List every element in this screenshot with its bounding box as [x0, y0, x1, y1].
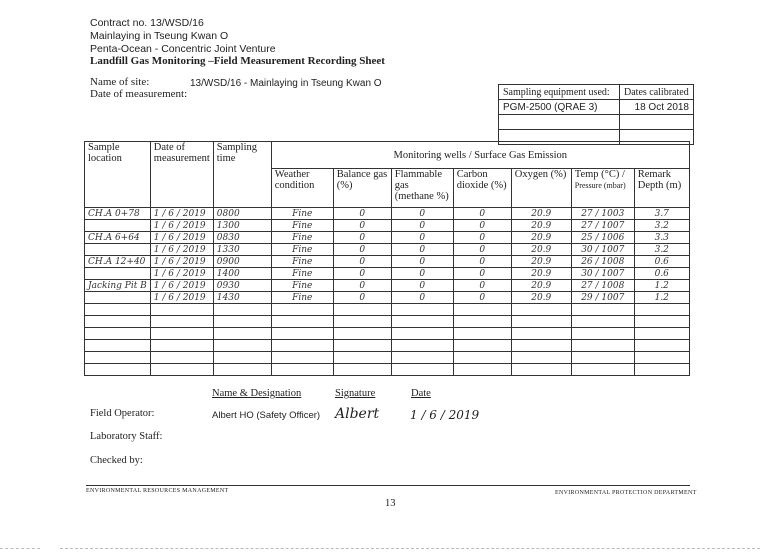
cell-temp: 29 / 1007 — [571, 292, 634, 304]
header-time: Sampling time — [213, 142, 271, 208]
field-operator-name: Albert HO (Safety Officer) — [212, 410, 321, 421]
cell-temp — [571, 316, 634, 328]
cell-remark — [634, 340, 689, 352]
header-temp-pressure — [571, 169, 634, 208]
cell-date — [150, 340, 213, 352]
cell-o2 — [511, 340, 571, 352]
cell-flam: 0 — [391, 208, 453, 220]
scan-edge-mark — [60, 548, 760, 549]
cell-flam — [391, 352, 453, 364]
header-oxygen: Oxygen (%) — [511, 169, 571, 208]
header-carbon-dioxide: Carbon dioxide (%) — [453, 169, 511, 208]
cell-flam: 0 — [391, 268, 453, 280]
cell-o2 — [511, 352, 571, 364]
cell-co2 — [453, 316, 511, 328]
header-sample-location: Sample location — [85, 142, 151, 208]
cell-flam: 0 — [391, 232, 453, 244]
signoff-date-header: Date — [411, 388, 431, 399]
cell-time: 0830 — [213, 232, 271, 244]
signoff-signature-header: Signature — [335, 388, 376, 399]
page-number: 13 — [385, 498, 396, 509]
cell-co2 — [453, 352, 511, 364]
cell-date: 1 / 6 / 2019 — [150, 220, 213, 232]
table-row — [85, 244, 690, 256]
date-of-measurement-label: Date of measurement: — [90, 88, 188, 100]
header-date: Date of measurement — [150, 142, 213, 208]
cell-weather: Fine — [271, 268, 333, 280]
cell-remark — [634, 352, 689, 364]
cell-temp — [571, 340, 634, 352]
cell-balance — [333, 304, 391, 316]
signoff-name-header: Name & Designation — [212, 388, 302, 399]
cell-weather: Fine — [271, 256, 333, 268]
cell-date — [150, 352, 213, 364]
cell-balance: 0 — [333, 280, 391, 292]
cell-balance: 0 — [333, 208, 391, 220]
table-row — [85, 316, 690, 328]
table-row — [85, 328, 690, 340]
cell-date: 1 / 6 / 2019 — [150, 208, 213, 220]
table-row — [85, 304, 690, 316]
cell-remark: 0.6 — [634, 256, 689, 268]
table-row — [85, 220, 690, 232]
cell-date — [150, 328, 213, 340]
cell-co2: 0 — [453, 292, 511, 304]
cell-weather — [271, 364, 333, 376]
calibrated-header: Dates calibrated — [620, 85, 694, 100]
footer-rule — [86, 485, 690, 486]
cell-co2: 0 — [453, 244, 511, 256]
cell-o2 — [511, 328, 571, 340]
cell-date: 1 / 6 / 2019 — [150, 268, 213, 280]
cell-o2: 20.9 — [511, 220, 571, 232]
cell-temp — [571, 304, 634, 316]
cell-time — [213, 340, 271, 352]
cell-temp: 26 / 1008 — [571, 256, 634, 268]
cell-time: 1400 — [213, 268, 271, 280]
cell-balance — [333, 340, 391, 352]
field-operator-signature: Albert — [335, 406, 380, 422]
cell-flam: 0 — [391, 280, 453, 292]
cell-temp: 27 / 1003 — [571, 208, 634, 220]
cell-date — [150, 316, 213, 328]
field-operator-label: Field Operator: — [90, 408, 155, 419]
cell-loc — [85, 316, 151, 328]
table-row — [85, 292, 690, 304]
equipment-table — [498, 84, 694, 145]
cell-temp: 25 / 1006 — [571, 232, 634, 244]
cell-o2 — [511, 316, 571, 328]
cell-loc: CH.A 6+64 — [85, 232, 151, 244]
cell-loc — [85, 304, 151, 316]
footer-left: ENVIRONMENTAL RESOURCES MANAGEMENT — [86, 488, 229, 494]
table-row — [85, 268, 690, 280]
cell-weather: Fine — [271, 292, 333, 304]
cell-flam — [391, 304, 453, 316]
cell-time — [213, 364, 271, 376]
cell-balance: 0 — [333, 220, 391, 232]
cell-o2: 20.9 — [511, 244, 571, 256]
cell-flam — [391, 364, 453, 376]
calibrated-value: 18 Oct 2018 — [620, 100, 694, 115]
cell-weather — [271, 304, 333, 316]
cell-o2: 20.9 — [511, 268, 571, 280]
cell-time: 1300 — [213, 220, 271, 232]
cell-o2 — [511, 304, 571, 316]
cell-balance: 0 — [333, 256, 391, 268]
cell-temp — [571, 352, 634, 364]
cell-balance: 0 — [333, 232, 391, 244]
cell-flam — [391, 316, 453, 328]
cell-weather — [271, 340, 333, 352]
cell-time: 1330 — [213, 244, 271, 256]
contract-number: Contract no. 13/WSD/16 — [90, 17, 204, 29]
cell-date: 1 / 6 / 2019 — [150, 280, 213, 292]
cell-loc — [85, 244, 151, 256]
footer-right: ENVIRONMENTAL PROTECTION DEPARTMENT — [555, 490, 697, 496]
cell-temp: 27 / 1007 — [571, 220, 634, 232]
cell-loc — [85, 340, 151, 352]
cell-weather — [271, 316, 333, 328]
page-title: Landfill Gas Monitoring –Field Measurement Recording Sheet — [90, 55, 385, 67]
header-remark: Remark Depth (m) — [634, 169, 689, 208]
cell-co2: 0 — [453, 268, 511, 280]
equipment-value: PGM-2500 (QRAE 3) — [499, 100, 620, 115]
cell-date: 1 / 6 / 2019 — [150, 244, 213, 256]
cell-flam: 0 — [391, 292, 453, 304]
calibrated-empty-cell — [620, 115, 694, 130]
cell-time: 0800 — [213, 208, 271, 220]
cell-date — [150, 364, 213, 376]
cell-time — [213, 352, 271, 364]
cell-o2 — [511, 364, 571, 376]
cell-remark: 3.3 — [634, 232, 689, 244]
cell-date: 1 / 6 / 2019 — [150, 232, 213, 244]
cell-remark — [634, 328, 689, 340]
header-pressure: Pressure (mbar) — [574, 181, 626, 190]
cell-temp — [571, 328, 634, 340]
cell-loc: CH.A 12+40 — [85, 256, 151, 268]
table-row — [85, 340, 690, 352]
cell-remark — [634, 304, 689, 316]
cell-remark: 3.7 — [634, 208, 689, 220]
cell-time — [213, 304, 271, 316]
header-temp: Temp (°C) / — [574, 169, 625, 180]
table-row — [85, 364, 690, 376]
equipment-empty-cell — [499, 115, 620, 130]
cell-date: 1 / 6 / 2019 — [150, 256, 213, 268]
cell-remark: 3.2 — [634, 244, 689, 256]
cell-temp: 27 / 1008 — [571, 280, 634, 292]
laboratory-staff-label: Laboratory Staff: — [90, 431, 163, 442]
cell-balance — [333, 352, 391, 364]
cell-temp: 30 / 1007 — [571, 244, 634, 256]
site-name-label: Name of site: — [90, 76, 150, 88]
cell-co2: 0 — [453, 256, 511, 268]
measurement-table — [84, 141, 690, 376]
header-weather: Weather condition — [271, 169, 333, 208]
cell-balance — [333, 328, 391, 340]
cell-co2 — [453, 364, 511, 376]
cell-co2: 0 — [453, 232, 511, 244]
cell-loc — [85, 268, 151, 280]
cell-o2: 20.9 — [511, 232, 571, 244]
cell-time: 0900 — [213, 256, 271, 268]
table-row — [85, 352, 690, 364]
cell-weather: Fine — [271, 280, 333, 292]
cell-o2: 20.9 — [511, 256, 571, 268]
cell-loc — [85, 292, 151, 304]
header-flammable-gas: Flammable gas (methane %) — [391, 169, 453, 208]
cell-remark — [634, 364, 689, 376]
cell-balance: 0 — [333, 292, 391, 304]
header-monitoring-group: Monitoring wells / Surface Gas Emission — [271, 142, 689, 169]
project-name: Mainlaying in Tseung Kwan O — [90, 30, 229, 42]
cell-flam — [391, 328, 453, 340]
cell-remark: 1.2 — [634, 280, 689, 292]
cell-weather: Fine — [271, 220, 333, 232]
cell-remark: 1.2 — [634, 292, 689, 304]
cell-remark: 0.6 — [634, 268, 689, 280]
cell-flam: 0 — [391, 220, 453, 232]
cell-loc — [85, 352, 151, 364]
cell-remark: 3.2 — [634, 220, 689, 232]
cell-balance — [333, 364, 391, 376]
cell-o2: 20.9 — [511, 208, 571, 220]
cell-flam: 0 — [391, 256, 453, 268]
table-row — [85, 232, 690, 244]
cell-loc: CH.A 0+78 — [85, 208, 151, 220]
equipment-header: Sampling equipment used: — [499, 85, 620, 100]
cell-time: 1430 — [213, 292, 271, 304]
cell-time: 0930 — [213, 280, 271, 292]
field-operator-date: 1 / 6 / 2019 — [410, 408, 480, 422]
cell-loc: Jacking Pit B — [85, 280, 151, 292]
cell-weather — [271, 352, 333, 364]
header-balance-gas: Balance gas (%) — [333, 169, 391, 208]
cell-date: 1 / 6 / 2019 — [150, 292, 213, 304]
table-row — [85, 280, 690, 292]
table-row — [85, 208, 690, 220]
cell-co2: 0 — [453, 208, 511, 220]
site-name-value: 13/WSD/16 - Mainlaying in Tseung Kwan O — [190, 78, 382, 89]
cell-co2 — [453, 340, 511, 352]
cell-remark — [634, 316, 689, 328]
cell-temp: 30 / 1007 — [571, 268, 634, 280]
cell-time — [213, 316, 271, 328]
table-row — [85, 256, 690, 268]
cell-loc — [85, 364, 151, 376]
cell-flam — [391, 340, 453, 352]
cell-weather — [271, 328, 333, 340]
cell-loc — [85, 220, 151, 232]
cell-balance — [333, 316, 391, 328]
cell-o2: 20.9 — [511, 292, 571, 304]
cell-temp — [571, 364, 634, 376]
cell-weather: Fine — [271, 244, 333, 256]
cell-date — [150, 304, 213, 316]
cell-co2 — [453, 304, 511, 316]
cell-weather: Fine — [271, 208, 333, 220]
cell-loc — [85, 328, 151, 340]
cell-balance: 0 — [333, 268, 391, 280]
cell-co2: 0 — [453, 220, 511, 232]
checked-by-label: Checked by: — [90, 455, 143, 466]
cell-weather: Fine — [271, 232, 333, 244]
cell-co2: 0 — [453, 280, 511, 292]
contractor-name: Penta-Ocean - Concentric Joint Venture — [90, 43, 276, 55]
cell-flam: 0 — [391, 244, 453, 256]
cell-o2: 20.9 — [511, 280, 571, 292]
cell-time — [213, 328, 271, 340]
scan-edge-mark — [0, 548, 40, 549]
cell-balance: 0 — [333, 244, 391, 256]
cell-co2 — [453, 328, 511, 340]
